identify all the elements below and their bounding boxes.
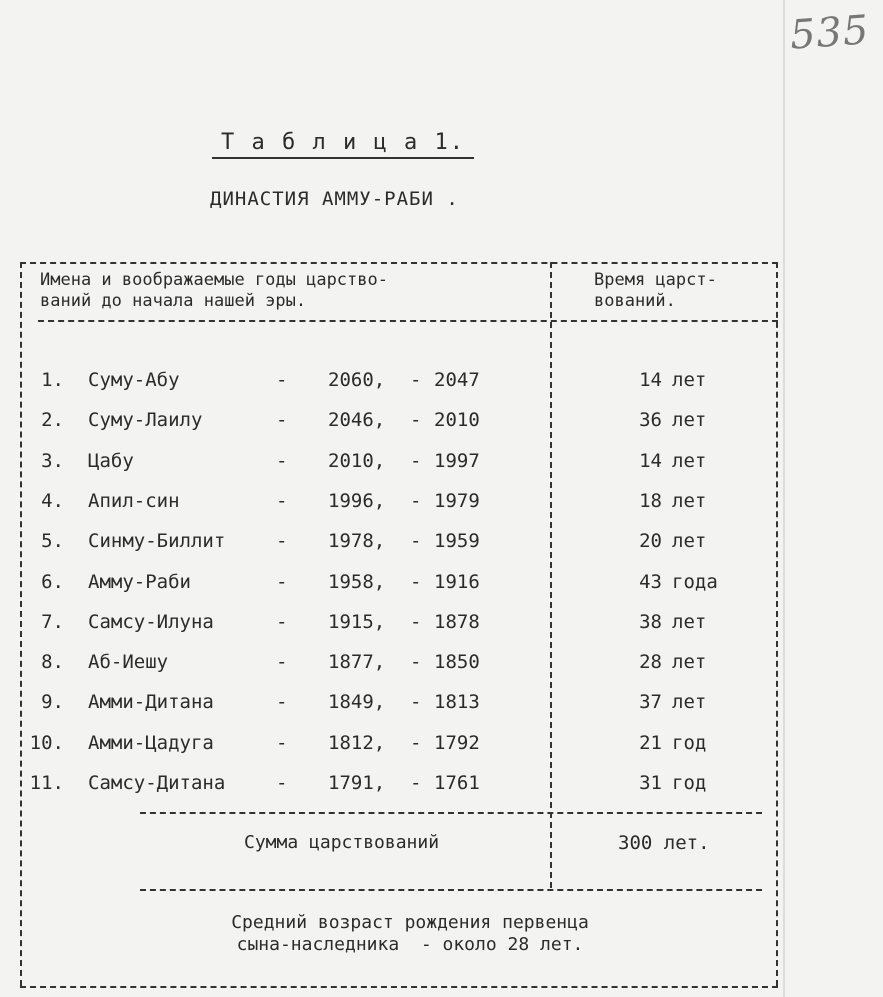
year-separator: - (410, 731, 422, 754)
footnote: Средний возраст рождения первенца сына-наследника - около 28 лет. (231, 912, 589, 955)
row-number: 7. (41, 610, 64, 633)
page-fold-line (783, 0, 785, 997)
ruler-name: Амми-Дитана (88, 691, 214, 714)
year-separator: - (410, 772, 422, 794)
reign-length: 28 (639, 651, 662, 674)
table-row (0, 691, 760, 721)
reign-start-year: 1791, (328, 772, 386, 794)
table-row (0, 772, 760, 802)
ruler-name: Амму-Раби (88, 570, 191, 593)
dash-separator: - (276, 651, 288, 674)
reign-end-year: 1959 (434, 530, 480, 553)
archive-number: 535 (788, 7, 871, 59)
ruler-name: Самсу-Илуна (88, 610, 214, 633)
dash-separator: - (276, 530, 288, 553)
dash-separator: - (276, 610, 288, 633)
reign-length: 38 (639, 610, 662, 633)
row-number: 4. (41, 489, 64, 512)
ruler-name: Амми-Цадуга (88, 731, 214, 754)
reign-start-year: 1958, (328, 570, 386, 593)
table-row (0, 450, 760, 480)
row-number: 5. (41, 530, 64, 553)
ruler-name: Апил-син (88, 489, 180, 512)
reign-end-year: 1979 (434, 489, 480, 512)
year-separator: - (410, 409, 422, 432)
row-number: 2. (41, 409, 64, 432)
row-number: 3. (41, 449, 64, 472)
table-top-border (20, 262, 778, 264)
ruler-name: Аб-Иешу (88, 651, 169, 674)
row-number: 11. (29, 772, 64, 794)
reign-end-year: 1878 (434, 610, 480, 633)
sum-top-divider (140, 812, 762, 814)
table-row (0, 571, 760, 601)
reign-length: 14 (639, 369, 662, 391)
reign-length-unit: года (672, 570, 718, 593)
dash-separator: - (276, 489, 288, 512)
reign-end-year: 1850 (434, 651, 480, 674)
year-separator: - (410, 530, 422, 553)
reign-length-unit: лет (672, 409, 707, 432)
reign-start-year: 2060, (328, 369, 386, 391)
reign-length-unit: лет (672, 489, 707, 512)
year-separator: - (410, 691, 422, 714)
reign-start-year: 1812, (328, 731, 386, 754)
header-divider (38, 320, 778, 322)
reign-length: 21 (639, 731, 662, 754)
ruler-name: Суму-Абу (88, 369, 180, 391)
reign-length: 36 (639, 409, 662, 432)
reign-length: 18 (639, 489, 662, 512)
table-bottom-border (20, 986, 778, 988)
reign-start-year: 1849, (328, 691, 386, 714)
dash-separator: - (276, 691, 288, 714)
dash-separator: - (276, 772, 288, 794)
table-row (0, 490, 760, 520)
row-number: 9. (41, 691, 64, 714)
reign-end-year: 1916 (434, 570, 480, 593)
reign-length-unit: лет (672, 369, 707, 391)
reign-end-year: 2010 (434, 409, 480, 432)
row-number: 6. (41, 570, 64, 593)
reign-start-year: 1978, (328, 530, 386, 553)
sum-label: Сумма царствований (244, 832, 440, 853)
dash-separator: - (276, 409, 288, 432)
year-separator: - (410, 369, 422, 391)
reign-start-year: 2010, (328, 449, 386, 472)
reign-length: 43 (639, 570, 662, 593)
reign-length-unit: лет (672, 610, 707, 633)
year-separator: - (410, 570, 422, 593)
dash-separator: - (276, 449, 288, 472)
table-title: Т а б л и ц а 1. (212, 130, 474, 159)
reign-length: 31 (639, 772, 662, 794)
ruler-name: Самсу-Дитана (88, 772, 226, 794)
row-number: 1. (41, 369, 64, 391)
year-separator: - (410, 489, 422, 512)
dash-separator: - (276, 570, 288, 593)
reign-length-unit: лет (672, 651, 707, 674)
reign-end-year: 1813 (434, 691, 480, 714)
reign-end-year: 2047 (434, 369, 480, 391)
reign-length-unit: лет (672, 691, 707, 714)
table-row (0, 409, 760, 439)
reign-length: 20 (639, 530, 662, 553)
year-separator: - (410, 651, 422, 674)
table-right-border (776, 262, 778, 986)
reign-length-unit: лет (672, 530, 707, 553)
ruler-name: Суму-Лаилу (88, 409, 203, 432)
sum-value: 300 лет. (618, 832, 710, 854)
reign-start-year: 1877, (328, 651, 386, 674)
sum-bottom-divider (140, 889, 762, 891)
table-row (0, 732, 760, 762)
ruler-name: Цабу (88, 449, 134, 472)
year-separator: - (410, 610, 422, 633)
row-number: 10. (29, 731, 64, 754)
table-row (0, 651, 760, 681)
reign-length-unit: год (672, 772, 707, 794)
reign-start-year: 1915, (328, 610, 386, 633)
table-row (0, 611, 760, 641)
reign-end-year: 1792 (434, 731, 480, 754)
reign-start-year: 1996, (328, 489, 386, 512)
header-names-column: Имена и воображаемые годы царство- ваний до начала нашей эры. (40, 270, 388, 311)
reign-end-year: 1761 (434, 772, 480, 794)
header-duration-column: Время царст- вований. (594, 270, 717, 311)
reign-length-unit: год (672, 731, 707, 754)
row-number: 8. (41, 651, 64, 674)
ruler-name: Синму-Биллит (88, 530, 226, 553)
table-row (0, 530, 760, 560)
table-row (0, 369, 760, 399)
year-separator: - (410, 449, 422, 472)
dynasty-heading: ДИНАСТИЯ АММУ-РАБИ . (210, 188, 459, 210)
reign-length-unit: лет (672, 449, 707, 472)
reign-start-year: 2046, (328, 409, 386, 432)
dash-separator: - (276, 369, 288, 391)
reign-length: 37 (639, 691, 662, 714)
reign-length: 14 (639, 449, 662, 472)
dash-separator: - (276, 731, 288, 754)
reign-end-year: 1997 (434, 449, 480, 472)
